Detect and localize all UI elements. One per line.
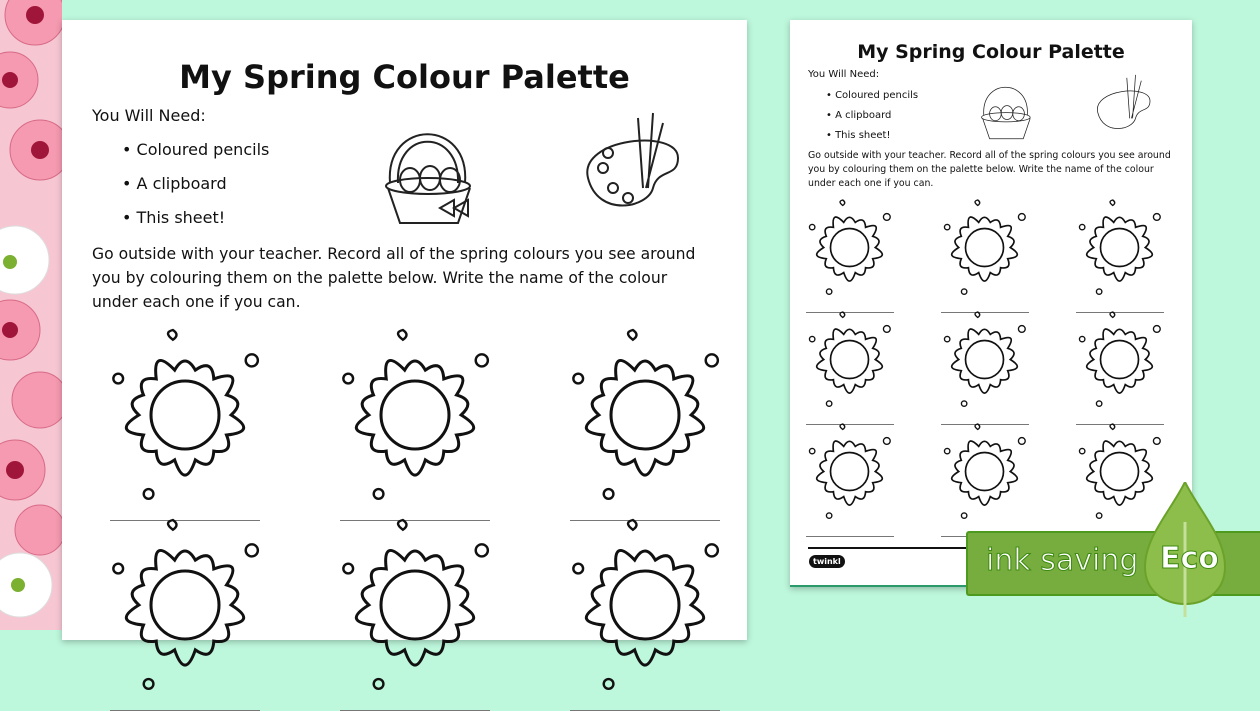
flower-decoration	[0, 0, 62, 630]
colour-splat-outline[interactable]	[100, 520, 270, 690]
need-item: • This sheet!	[122, 208, 226, 227]
paint-palette-illustration	[578, 108, 688, 228]
need-item: • A clipboard	[826, 110, 892, 121]
colour-splat-outline[interactable]	[330, 330, 500, 500]
colour-splat-outline[interactable]	[100, 330, 270, 500]
colour-splat-outline[interactable]	[1072, 200, 1167, 295]
colour-splat-outline[interactable]	[937, 200, 1032, 295]
colour-splat-outline[interactable]	[802, 424, 897, 519]
need-label: You Will Need:	[92, 106, 206, 125]
flower-border	[0, 0, 62, 630]
need-label: You Will Need:	[808, 69, 880, 80]
colour-splat-outline[interactable]	[330, 520, 500, 690]
colour-splat-outline[interactable]	[1072, 312, 1167, 407]
worksheet-preview-large	[62, 20, 747, 640]
worksheet-title: My Spring Colour Palette	[857, 41, 1125, 63]
instructions: Go outside with your teacher. Record all of the spring colours you see around you by colouring them on the palette below. Write the name of the colour under each one if you can.	[808, 150, 1171, 189]
twinkl-logo: twinkl	[809, 555, 845, 568]
need-item: • Coloured pencils	[826, 90, 919, 101]
need-item: • This sheet!	[826, 130, 891, 141]
basket-illustration	[380, 108, 480, 228]
eco-label: Eco	[1160, 541, 1219, 576]
basket-illustration	[978, 72, 1036, 142]
worksheet-preview-full	[790, 20, 1192, 587]
colour-splat-outline[interactable]	[802, 312, 897, 407]
colour-splat-outline[interactable]	[560, 520, 730, 690]
colour-name-line[interactable]	[806, 536, 894, 537]
need-item: • A clipboard	[122, 174, 227, 193]
worksheet-title: My Spring Colour Palette	[179, 58, 630, 96]
need-item: • Coloured pencils	[122, 140, 270, 159]
colour-splat-outline[interactable]	[937, 424, 1032, 519]
instructions: Go outside with your teacher. Record all of the spring colours you see around you by colouring them on the palette below. Write the name of the colour under each one if you can.	[92, 245, 696, 311]
ink-saving-label: ink saving	[986, 543, 1139, 578]
colour-splat-outline[interactable]	[560, 330, 730, 500]
colour-splat-outline[interactable]	[802, 200, 897, 295]
paint-palette-illustration	[1092, 72, 1156, 142]
colour-splat-outline[interactable]	[937, 312, 1032, 407]
